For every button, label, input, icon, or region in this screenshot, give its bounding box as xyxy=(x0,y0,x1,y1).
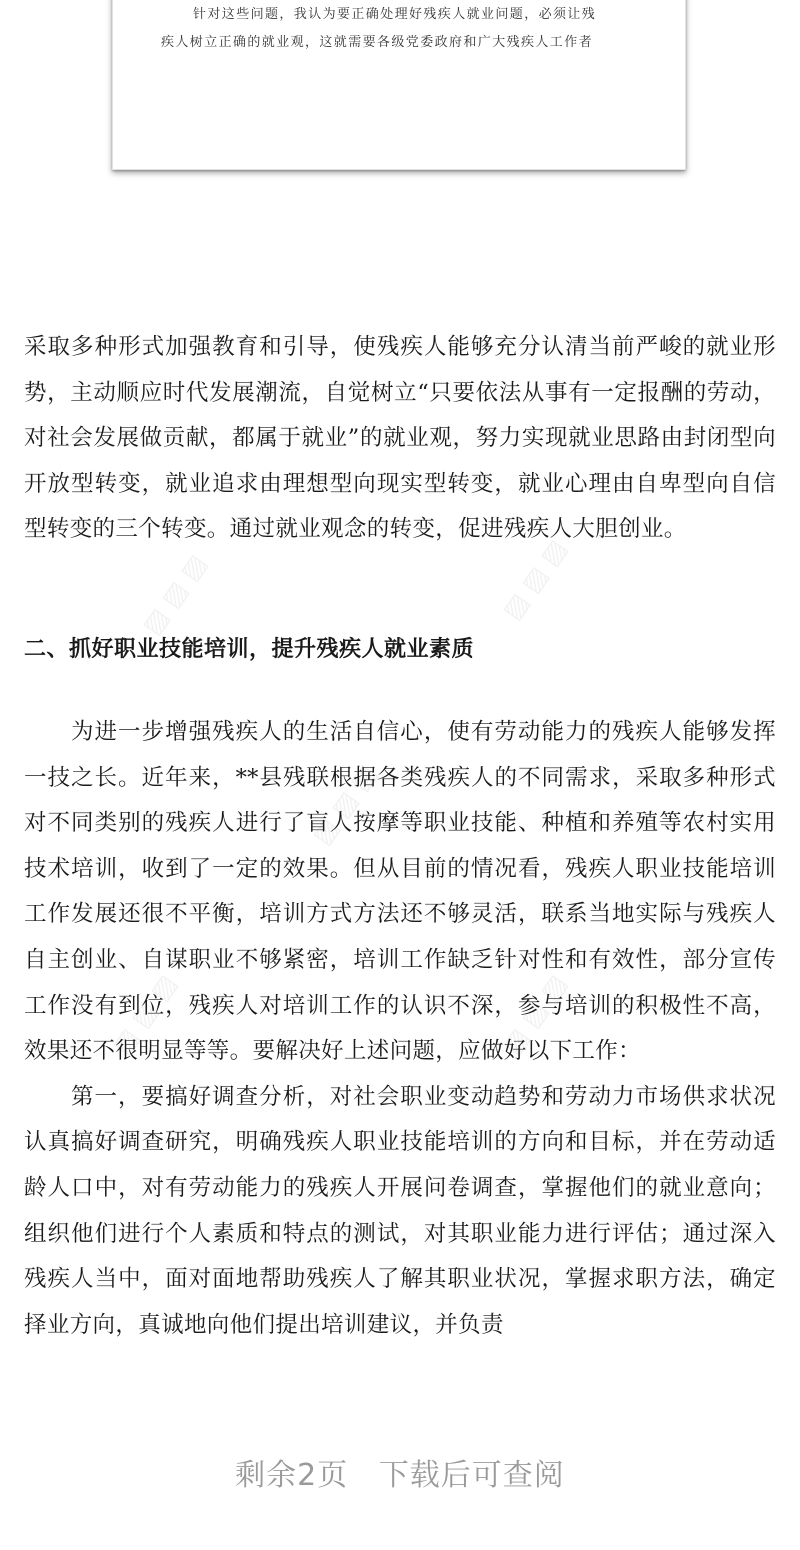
preview-line-2: 疾人树立正确的就业观，这就需要各级党委政府和广大残疾人工作者 xyxy=(161,35,594,50)
section-two-content xyxy=(24,710,776,1348)
remaining-pages-text: 剩余2页 xyxy=(235,1458,349,1493)
watermark: ▨ ▨ ▨ xyxy=(496,969,574,1061)
watermark: ▨ ▨ ▨ xyxy=(306,759,384,851)
preview-line-1: 针对这些问题，我认为要正确处理好残疾人就业问题，必须让残 xyxy=(193,7,597,22)
download-to-view-text: 下载后可查阅 xyxy=(378,1458,565,1493)
watermark: ▨ ▨ ▨ xyxy=(496,534,574,626)
watermark: ▨ ▨ ▨ xyxy=(136,549,214,641)
body-paragraph-2: 为进一步增强残疾人的生活自信心，使有劳动能力的残疾人能够发挥一技之长。近年来，**县残联根据各类残疾人的不同需求，采取多种形式对不同类别的残疾人进行了盲人按摩等职业技能、种植和养殖等农村实用技术培训，收到了一定的效果。但从目前的情况看，残疾人职业技能培训工作发展还很不平衡，培训方式方法还不够灵活，联系当地实际与残疾人自主创业、自谋职业不够紧密，培训工作缺乏针对性和有效性，部分宣传工作没有到位，残疾人对培训工作的认识不深，参与培训的积极性不高，效果还不很明显等等。要解决好上述问题，应做好以下工作： xyxy=(24,719,776,1065)
download-prompt[interactable] xyxy=(0,1450,800,1494)
document-body xyxy=(24,325,776,553)
body-paragraph-1: 采取多种形式加强教育和引导，使残疾人能够充分认清当前严峻的就业形势，主动顺应时代发展潮流，自觉树立“只要依法从事有一定报酬的劳动，对社会发展做贡献，都属于就业”的就业观，努力实现就业思路由封闭型向开放型转变，就业追求由理想型向现实型转变，就业心理由自卑型向自信型转变的三个转变。通过就业观念的转变，促进残疾人大胆创业。 xyxy=(24,334,776,543)
body-paragraph-3: 第一，要搞好调查分析，对社会职业变动趋势和劳动力市场供求状况认真搞好调查研究，明确残疾人职业技能培训的方向和目标，并在劳动适龄人口中，对有劳动能力的残疾人开展问卷调查，掌握他们的就业意向；组织他们进行个人素质和特点的测试，对其职业能力进行评估；通过深入残疾人当中，面对面地帮助残疾人了解其职业状况，掌握求职方法，确定择业方向，真诚地向他们提出培训建议，并负责 xyxy=(24,1083,776,1338)
watermark: ▨ ▨ ▨ xyxy=(106,969,184,1061)
section-heading-2: 二、抓好职业技能培训，提升残疾人就业素质 xyxy=(24,637,475,662)
preview-card xyxy=(112,0,686,170)
